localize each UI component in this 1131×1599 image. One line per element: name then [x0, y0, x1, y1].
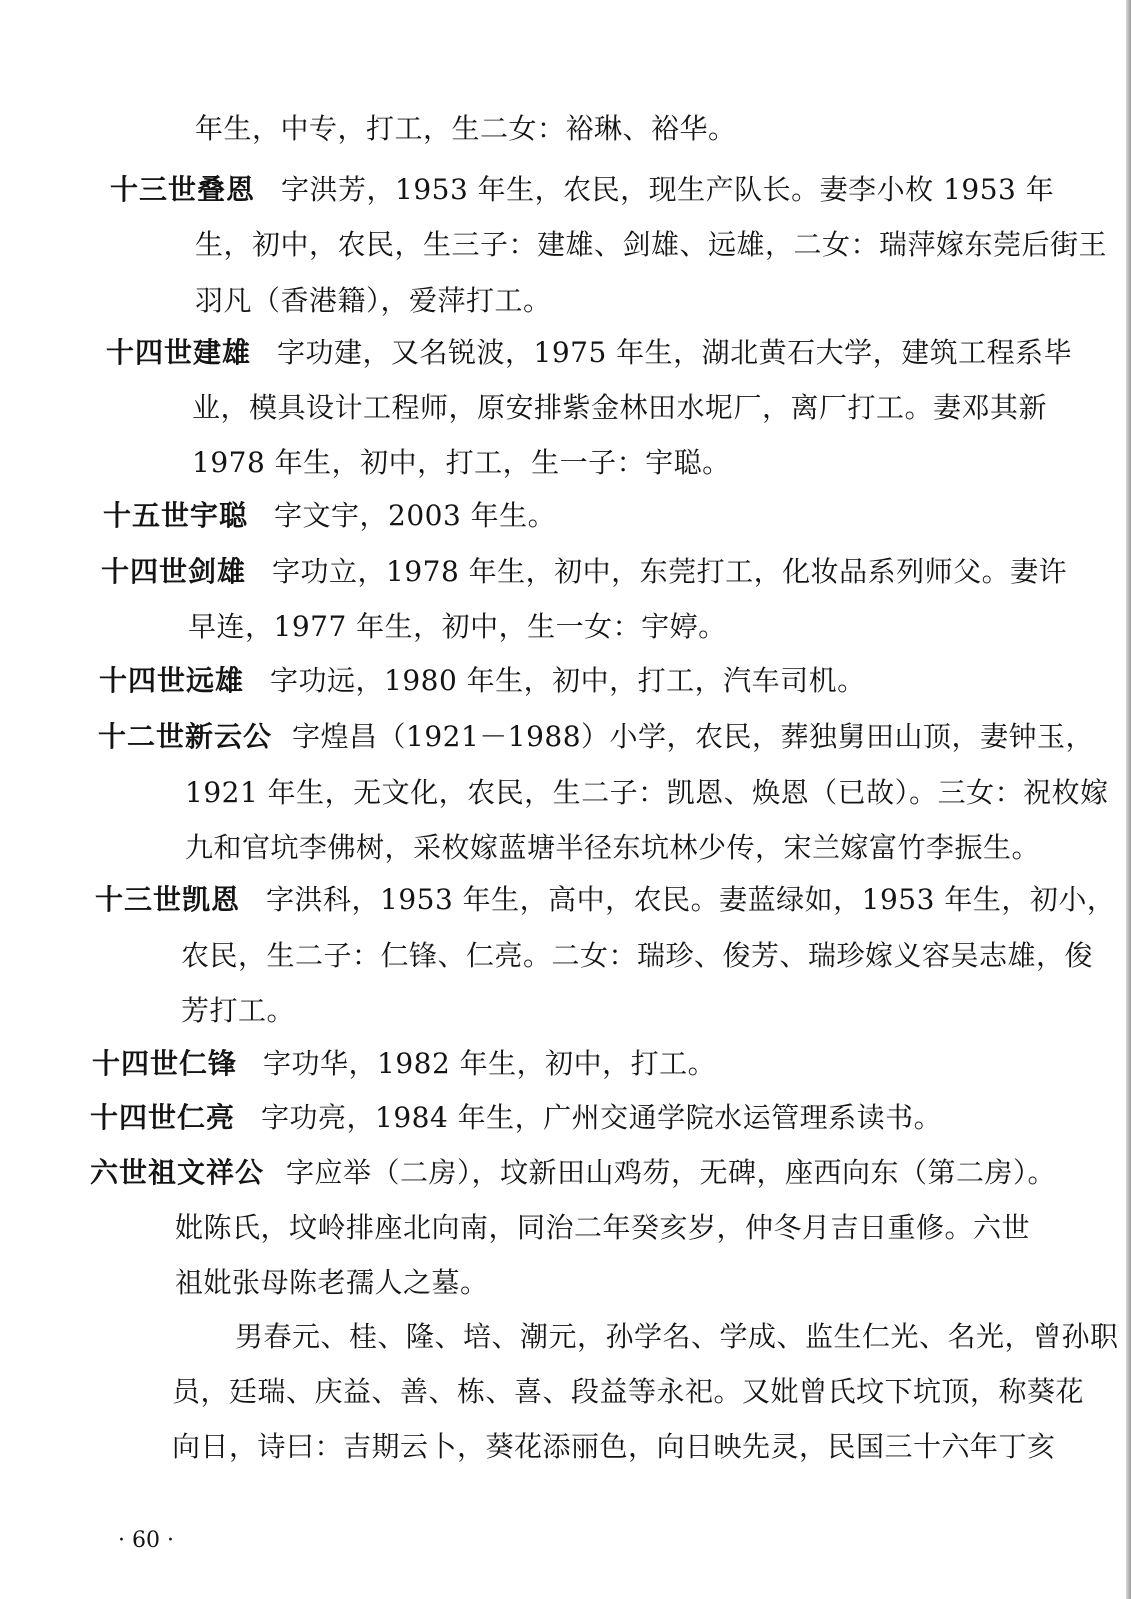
- genealogy-entry: 十三世叠恩 字洪芳，1953 年生，农民，现生产队长。妻李小枚 1953 年: [110, 173, 1055, 206]
- entry-name: 十五世宇聪: [103, 499, 249, 532]
- text-line: 羽凡（香港籍），爱萍打工。: [195, 284, 552, 317]
- text-line: 九和官坑李佛树，采枚嫁蓝塘半径东坑林少传，宋兰嫁富竹李振生。: [185, 831, 1041, 864]
- text-line: 1978 年生，初中，打工，生一子：宇聪。: [192, 446, 731, 479]
- entry-name: 十三世叠恩: [110, 173, 256, 206]
- text-line: 芳打工。: [181, 994, 296, 1027]
- text-line: 农民，生二子：仁锋、仁亮。二女：瑞珍、俊芳、瑞珍嫁义容吴志雄，俊: [181, 939, 1094, 972]
- text-line: 生，初中，农民，生三子：建雄、剑雄、远雄，二女：瑞萍嫁东莞后街王: [195, 228, 1108, 261]
- entry-name: 十二世新云公: [98, 720, 273, 753]
- genealogy-entry: 十四世仁亮 字功亮，1984 年生，广州交通学院水运管理系读书。: [90, 1101, 943, 1134]
- entry-name: 十四世建雄: [106, 336, 252, 369]
- text-line: 早连，1977 年生，初中，生一女：宇婷。: [188, 610, 727, 643]
- text-line: 向日，诗曰：吉期云卜，葵花添丽色，向日映先灵，民国三十六年丁亥: [172, 1430, 1056, 1463]
- entry-name: 十三世凯恩: [95, 883, 241, 916]
- genealogy-entry: 十三世凯恩 字洪科，1953 年生，高中，农民。妻蓝绿如，1953 年生，初小，: [95, 883, 1116, 916]
- text-line: 业，模具设计工程师，原安排紫金林田水坭厂，离厂打工。妻邓其新: [192, 391, 1048, 424]
- genealogy-entry: 十四世仁锋 字功华，1982 年生，初中，打工。: [92, 1047, 717, 1080]
- genealogy-entry: 十四世远雄 字功远，1980 年生，初中，打工，汽车司机。: [99, 664, 866, 697]
- genealogy-entry: 十四世建雄 字功建，又名锐波，1975 年生，湖北黄石大学，建筑工程系毕: [106, 336, 1073, 369]
- genealogy-entry: 十五世宇聪 字文宇，2003 年生。: [103, 499, 557, 532]
- scan-edge-shadow: [1126, 0, 1131, 1599]
- page-number: · 60 ·: [118, 1528, 174, 1553]
- entry-name: 十四世远雄: [99, 664, 245, 697]
- text-line: 祖妣张母陈老孺人之墓。: [175, 1266, 489, 1299]
- entry-name: 十四世剑雄: [101, 555, 247, 588]
- entry-name: 十四世仁锋: [92, 1047, 238, 1080]
- entry-name: 六世祖文祥公: [90, 1156, 265, 1189]
- text-line: 1921 年生，无文化，农民，生二子：凯恩、焕恩（已故）。三女：祝枚嫁: [185, 776, 1109, 809]
- genealogy-entry: 十二世新云公 字煌昌（1921－1988）小学，农民，葬独舅田山顶，妻钟玉，: [98, 720, 1095, 753]
- text-line: 男春元、桂、隆、培、潮元，孙学名、学成、监生仁光、名光，曾孙职: [235, 1320, 1119, 1353]
- entry-name: 十四世仁亮: [90, 1101, 236, 1134]
- text-line: 年生，中专，打工，生二女：裕琳、裕华。: [195, 112, 737, 145]
- genealogy-entry: 十四世剑雄 字功立，1978 年生，初中，东莞打工，化妆品系列师父。妻许: [101, 555, 1068, 588]
- genealogy-entry: 六世祖文祥公 字应举（二房），坟新田山鸡芴，无碑，座西向东（第二房）。: [90, 1156, 1057, 1189]
- text-line: 员，廷瑞、庆益、善、栋、喜、段益等永祀。又妣曾氏坟下坑顶，称葵花: [172, 1375, 1085, 1408]
- text-line: 妣陈氏，坟岭排座北向南，同治二年癸亥岁，仲冬月吉日重修。六世: [175, 1211, 1031, 1244]
